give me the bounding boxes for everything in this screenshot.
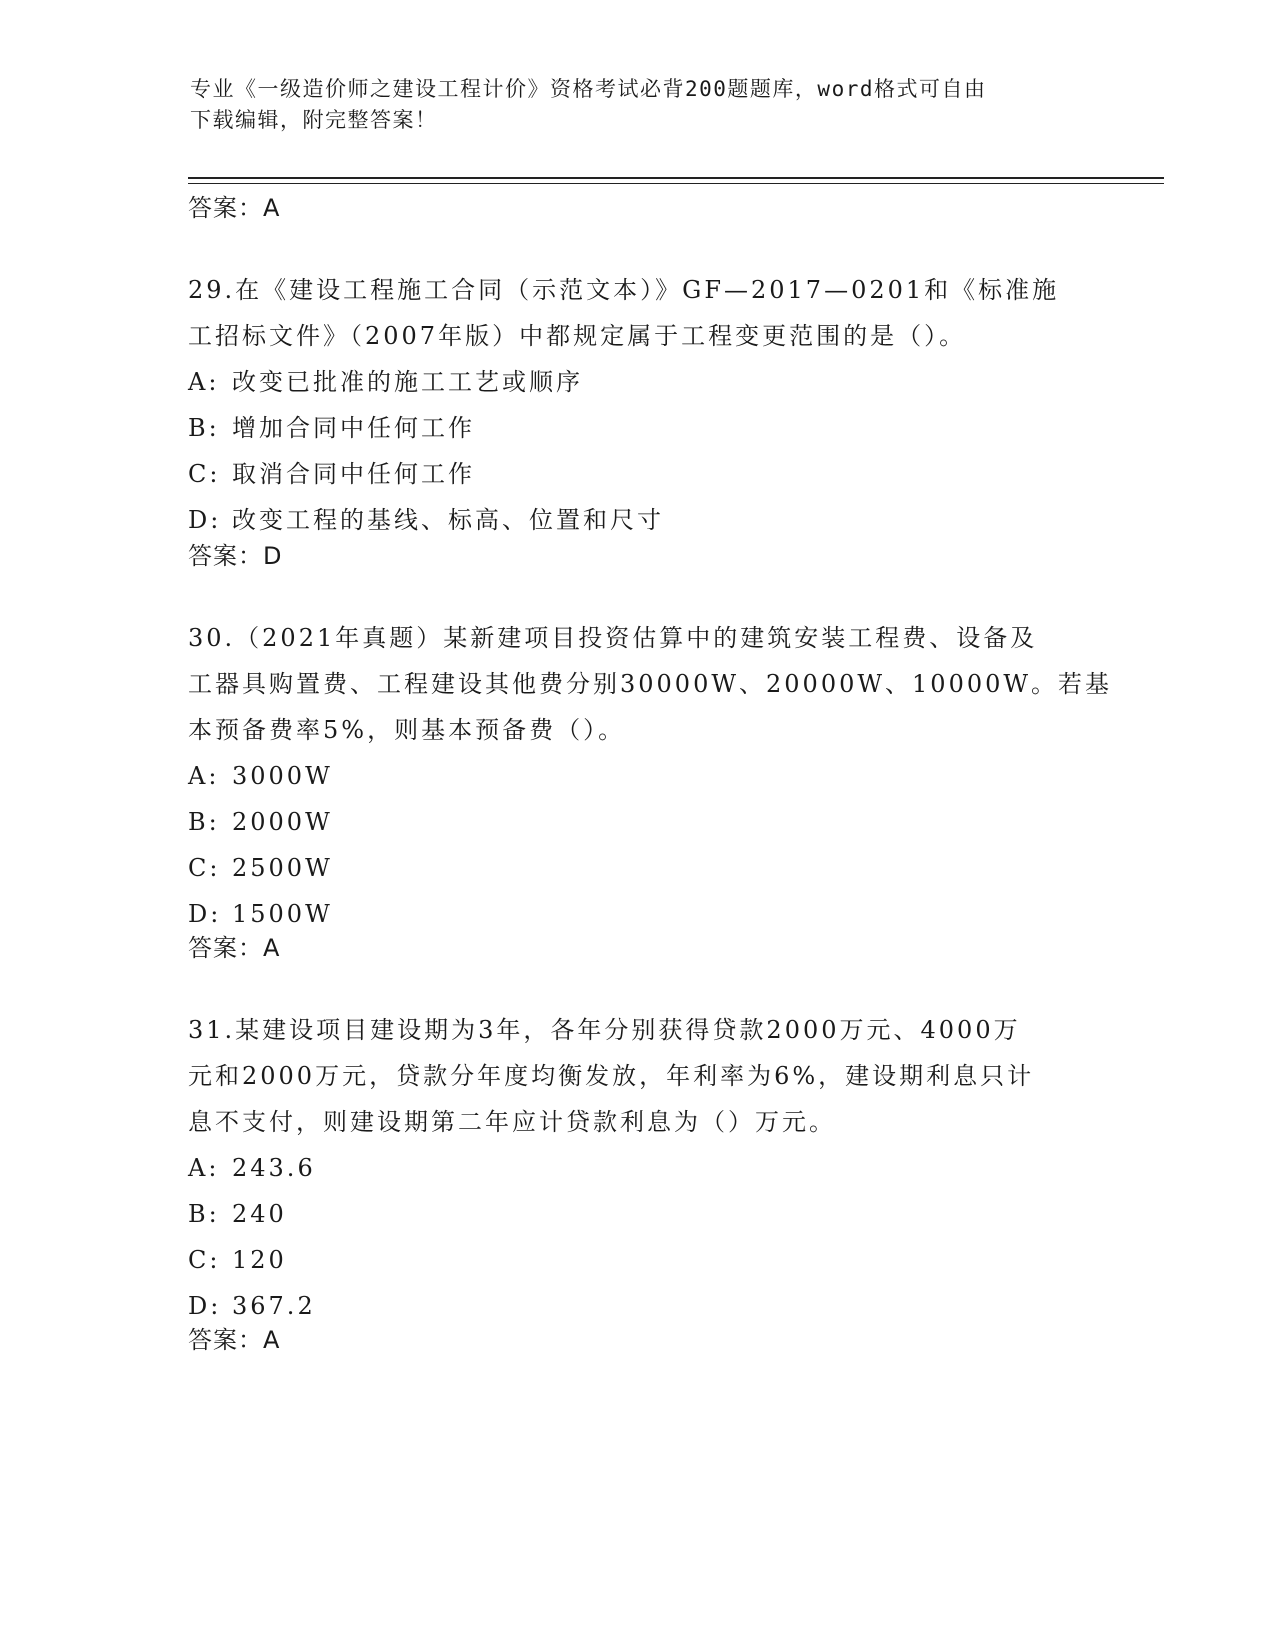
option-text: 240 [232,1200,287,1228]
option-text: 120 [232,1246,287,1274]
question-stem-line: 本预备费率5%，则基本预备费（）。 [188,716,626,744]
option-b [188,405,1088,451]
header-line-1: 专业《一级造价师之建设工程计价》资格考试必背200题题库，word格式可自由 [190,77,987,101]
option-letter: D: [188,1292,222,1320]
header-divider-thin [188,183,1164,184]
option-letter: D: [188,506,222,534]
option-text: 2500W [232,854,333,882]
option-c [188,451,1088,497]
question-29 [188,267,1088,543]
option-d [188,497,1088,543]
option-letter: A: [188,762,220,790]
option-text: 1500W [232,900,333,928]
option-text: 243.6 [232,1154,316,1182]
option-letter: C: [188,460,221,488]
answer-label: 答案：D [188,542,283,570]
question-stem-line: 31.某建设项目建设期为3年，各年分别获得贷款2000万元、4000万 [188,1016,1021,1044]
option-text: 2000W [232,808,333,836]
option-letter: D: [188,900,222,928]
answer-label: 答案：A [188,934,281,962]
option-d [188,891,1088,937]
question-stem-line: 29.在《建设工程施工合同（示范文本）》GF—2017—0201和《标准施 [188,276,1060,304]
question-stem-line: 工器具购置费、工程建设其他费分别30000W、20000W、10000W。若基 [188,670,1113,698]
header-line-2: 下载编辑，附完整答案！ [190,108,438,132]
option-letter: B: [188,1200,220,1228]
question-30 [188,615,1113,937]
option-letter: C: [188,854,221,882]
document-header [190,74,1090,136]
option-letter: C: [188,1246,221,1274]
option-text: 增加合同中任何工作 [232,414,475,442]
option-text: 3000W [232,762,333,790]
option-text: 取消合同中任何工作 [232,460,475,488]
question-31 [188,1007,1088,1329]
option-b [188,1191,1088,1237]
option-letter: A: [188,368,220,396]
option-a [188,753,1088,799]
question-stem-line: 30.（2021年真题）某新建项目投资估算中的建筑安装工程费、设备及 [188,624,1038,652]
option-text: 改变已批准的施工工艺或顺序 [232,368,583,396]
option-c [188,1237,1088,1283]
option-letter: A: [188,1154,220,1182]
option-d [188,1283,1088,1329]
option-c [188,845,1088,891]
question-stem-line: 元和2000万元，贷款分年度均衡发放，年利率为6%，建设期利息只计 [188,1062,1035,1090]
option-letter: B: [188,414,220,442]
option-b [188,799,1088,845]
question-stem-line: 工招标文件》（2007年版）中都规定属于工程变更范围的是（）。 [188,322,967,350]
option-text: 改变工程的基线、标高、位置和尺寸 [232,506,664,534]
option-a [188,1145,1088,1191]
option-text: 367.2 [232,1292,316,1320]
question-stem-line: 息不支付，则建设期第二年应计贷款利息为（）万元。 [188,1108,836,1136]
answer-label: 答案：A [188,194,281,222]
header-divider-thick [188,177,1164,179]
option-letter: B: [188,808,220,836]
option-a [188,359,1088,405]
answer-label: 答案：A [188,1326,281,1354]
